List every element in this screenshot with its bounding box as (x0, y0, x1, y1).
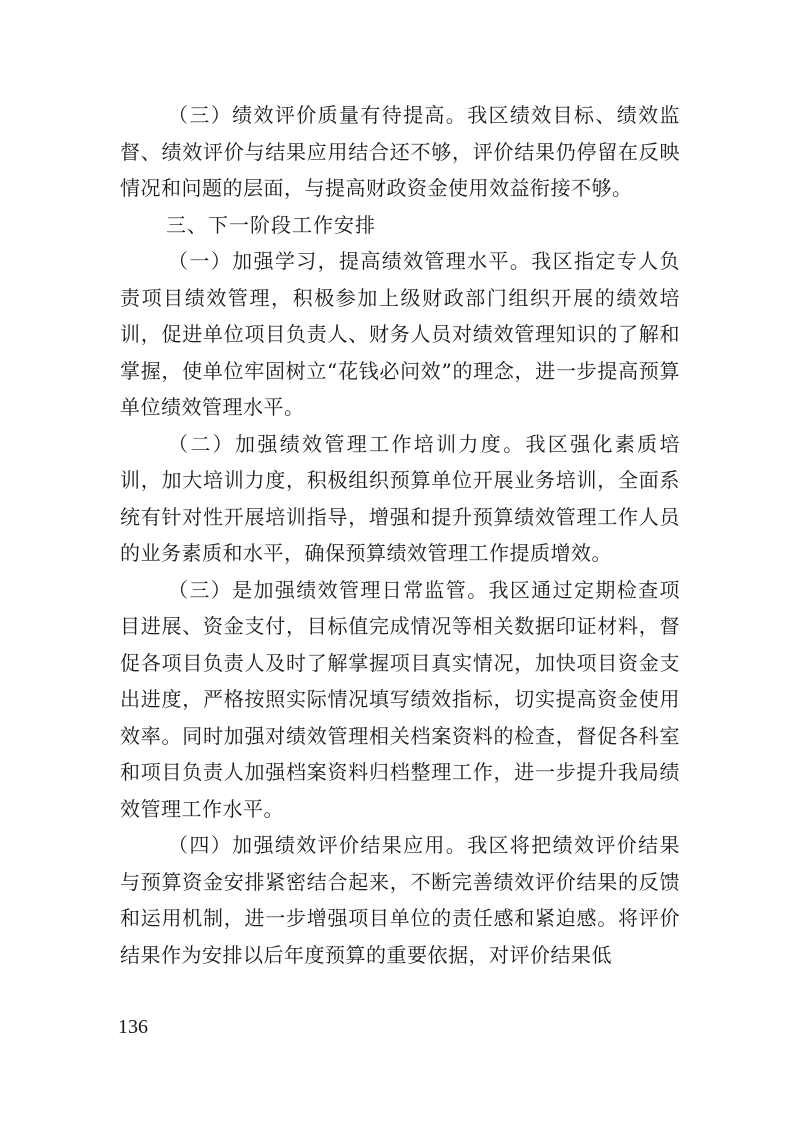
item-lead: （四）加强绩效评价结果应用。 (168, 833, 468, 857)
item-text: 我区将把绩效评价结果与预算资金安排紧密结合起来，不断完善绩效评价结果的反馈和运用机制，进一步增强项目单位的责任感和紧迫感。将评价结果作为安排以后年度预算的重要依据，对评价结果低 (120, 833, 681, 967)
section-heading: 三、下一阶段工作安排 (166, 212, 376, 237)
item-paragraph-3 (120, 572, 680, 828)
paragraph-evaluation-quality (120, 97, 680, 207)
item-text: 我区指定专人负责项目绩效管理，积极参加上级财政部门组织开展的绩效培训，促进单位项目负责人、财务人员对绩效管理知识的了解和掌握，使单位牢固树立“花钱必问效”的理念，进一步提高预算单位绩效管理水平。 (120, 249, 681, 419)
item-paragraph-4 (120, 827, 680, 973)
paragraph-lead: （三）绩效评价质量有待提高。 (168, 103, 468, 127)
item-lead: （一）加强学习，提高绩效管理水平。 (168, 249, 532, 273)
paragraph-text: 我区绩效目标、绩效监督、绩效评价与结果应用结合还不够，评价结果仍停留在反映情况和问题的层面，与提高财政资金使用效益衔接不够。 (120, 103, 681, 200)
item-text: 我区强化素质培训，加大培训力度，积极组织预算单位开展业务培训，全面系统有针对性开展培训指导，增强和提升预算绩效管理工作人员的业务素质和水平，确保预算绩效管理工作提质增效。 (120, 431, 681, 565)
item-text: 我区通过定期检查项目进展、资金支付，目标值完成情况等相关数据印证材料，督促各项目负责人及时了解掌握项目真实情况，加快项目资金支出进度，严格按照实际情况填写绩效指标，切实提高资金使用效率。同时加强对绩效管理相关档案资料的检查，督促各科室和项目负责人加强档案资料归档整理工作，进一步提升我局绩效管理工作水平。 (120, 577, 681, 821)
item-lead: （二）加强绩效管理工作培训力度。 (168, 431, 526, 456)
page-number: 136 (118, 1016, 148, 1038)
document-body (120, 97, 680, 973)
item-paragraph-2 (120, 426, 680, 572)
item-lead: （三）是加强绩效管理日常监管。 (168, 577, 489, 602)
item-paragraph-1 (120, 243, 680, 426)
